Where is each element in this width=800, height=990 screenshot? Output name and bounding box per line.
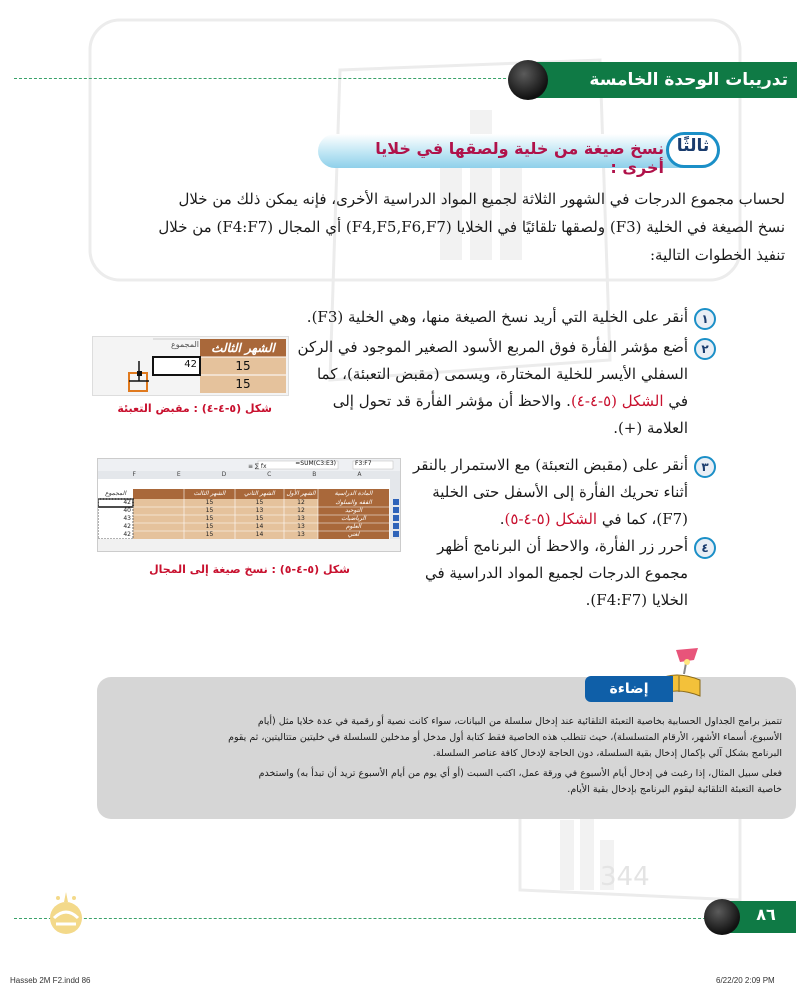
fig1-cell-2: 15 <box>235 377 251 391</box>
note-tab: إضاءة <box>585 676 673 702</box>
step-3-end: . <box>499 510 505 528</box>
subject-3: الرياضيات <box>341 515 366 522</box>
m1-4: 13 <box>297 523 305 530</box>
step-1-text: أنقر على الخلية التي أريد نسخ الصيغة منها، وهي الخلية (F3). <box>306 308 688 326</box>
note-line-5: خاصية التعبئة التلقائية ليقوم البرنامج بإدخال بقية الأيام. <box>567 784 782 795</box>
m3-1: 15 <box>205 499 214 506</box>
figure-fill-handle <box>92 336 289 396</box>
sum-5: 42 <box>123 531 131 538</box>
svg-text:344: 344 <box>600 862 650 892</box>
sum-2: 40 <box>123 507 131 514</box>
fig2-body <box>98 499 389 539</box>
header-knob-icon <box>508 60 548 100</box>
fig2-caption: شكل (٥-٤-٥) : نسخ صيغة إلى المجال <box>149 563 350 576</box>
step-3-line-3 <box>410 510 688 528</box>
step-4-number: ٤ <box>694 537 716 559</box>
svg-text:≡ ∑ fx: ≡ ∑ fx <box>248 463 267 470</box>
hdr-sum: المجموع <box>105 490 126 497</box>
figure-ref-5: الشكل (٥-٤-٥) <box>504 510 598 528</box>
step-4-line-1: أحرر زر الفأرة، والاحظ أن البرنامج أظهر <box>437 537 688 555</box>
subject-1: الفقه والسلوك <box>335 499 372 506</box>
subject-2: التوحيد <box>344 507 363 514</box>
subject-4: العلوم <box>345 523 362 530</box>
m3-5: 15 <box>205 531 214 538</box>
page-title: تدريبات الوحدة الخامسة <box>589 70 788 90</box>
m3-4: 15 <box>205 523 214 530</box>
subject-5: لغتي <box>347 531 360 538</box>
slug-date: 6/22/20 2:09 PM <box>716 976 775 985</box>
fig2-formula: =SUM(C3:E3) <box>295 460 336 467</box>
intro-line-1: لحساب مجموع الدرجات في الشهور الثلاثة لجميع المواد الدراسية الأخرى، فإنه يمكن ذلك من خلال <box>178 190 785 208</box>
col-a: A <box>357 471 362 478</box>
col-b: B <box>312 471 317 478</box>
note-line-2: الأسبوع، أسماء الأشهر، الأرقام المتسلسلة)، حيث تتطلب هذه الخاصية فقط كتابة أول مدخل أو مدخلين للسلسلة في خليتين متتاليتين، ثم يقوم <box>228 732 782 743</box>
section-number: ثالثًا <box>676 136 710 156</box>
m1-5: 13 <box>297 531 305 538</box>
header-divider <box>14 78 526 79</box>
fig2-header-row <box>98 489 389 499</box>
step-3-line-2: أثناء تحريك الفأرة إلى الأسفل حتى الخلية <box>432 483 688 501</box>
figure-copy-formula <box>97 458 401 552</box>
m2-4: 14 <box>255 523 264 530</box>
step-4-line-3: الخلايا (F4:F7). <box>585 591 688 609</box>
fig1-label: المجموع <box>171 340 199 349</box>
footer-divider <box>14 918 726 919</box>
section-title: نسخ صيغة من خلية ولصقها في خلايا أخرى : <box>375 139 664 177</box>
col-e: E <box>176 471 181 478</box>
hdr-month2: الشهر الثاني <box>244 490 275 497</box>
note-line-3: البرنامج بشكل آلي بإكمال إدخال بقية السلسلة، دون الحاجة لإدخال كافة عناصر السلسلة. <box>432 748 782 759</box>
step-2-line-2: السفلي الأيسر للخلية المختارة، ويسمى (مقبض التعبئة)، كما <box>316 365 688 383</box>
col-c: C <box>267 471 272 478</box>
step-2-number: ٢ <box>694 338 716 360</box>
step-3-line-1: أنقر على (مقبض التعبئة) مع الاستمرار بالنقر <box>413 456 688 474</box>
sum-4: 42 <box>123 523 131 530</box>
m1-2: 12 <box>297 507 305 514</box>
figure-ref-4: الشكل (٥-٤-٤) <box>570 392 664 410</box>
step-2-line-1: أضع مؤشر الفأرة فوق المربع الأسود الصغير الموجود في الركن <box>297 338 688 356</box>
step-1-number: ١ <box>694 308 716 330</box>
col-f: F <box>132 471 136 478</box>
hdr-month3: الشهر الثالث <box>193 490 226 497</box>
col-d: D <box>221 471 227 478</box>
footer-knob-icon <box>704 899 740 935</box>
slug-file: Hasseb 2M F2.indd 86 <box>10 976 91 985</box>
fig1-cell-1: 15 <box>235 359 251 373</box>
step-2-line-3-rest: . والاحظ أن مؤشر الفأرة قد تحول إلى <box>332 392 571 410</box>
sum-1: 42 <box>123 499 131 506</box>
m2-5: 14 <box>255 531 264 538</box>
page-number: ٨٦ <box>756 905 776 924</box>
sum-3: 43 <box>123 515 131 522</box>
step-2-in: في <box>668 392 688 410</box>
note-line-1: تتميز برامج الجداول الحسابية بخاصية التعبئة التلقائية عند إدخال سلسلة من البيانات، سواء كانت نصية أو رقمية في عدة خلايا مثل (أيام <box>257 716 782 727</box>
m2-1: 15 <box>255 499 264 506</box>
fig1-header: الشهر الثالث <box>211 341 275 355</box>
step-2-line-3 <box>300 392 688 410</box>
step-3-number: ٣ <box>694 456 716 478</box>
step-4-line-2: مجموع الدرجات لجميع المواد الدراسية في <box>424 564 688 582</box>
m2-3: 15 <box>255 515 264 522</box>
note-line-4: فعلى سبيل المثال، إذا رغبت في إدخال أيام الأسبوع في ورقة عمل، اكتب السبت (أو أي يوم من أيام الأسبوع تريد أن تبدأ به) واستخدم <box>258 768 782 779</box>
m3-2: 15 <box>205 507 214 514</box>
m3-3: 15 <box>205 515 214 522</box>
m1-3: 13 <box>297 515 305 522</box>
fig2-namebox: F3:F7 <box>355 460 372 467</box>
hdr-month1: الشهر الأول <box>286 490 316 497</box>
m2-2: 13 <box>255 507 264 514</box>
fig1-value: 42 <box>184 359 197 370</box>
step-2-line-4: العلامة (+). <box>613 419 688 437</box>
step-3-cell: (F7)، كما في <box>601 510 688 528</box>
hdr-subject: المادة الدراسية <box>334 490 373 497</box>
fig1-caption: شكل (٥-٤-٤) : مقبض التعبئة <box>117 402 272 415</box>
intro-line-3: تنفيذ الخطوات التالية: <box>649 246 785 264</box>
ministry-logo-icon <box>44 888 88 938</box>
intro-line-2: نسخ الصيغة في الخلية (F3) ولصقها تلقائيًا في الخلايا (F4,F5,F6,F7) أي المجال (F4:F7) من خلال <box>158 218 785 236</box>
m1-1: 12 <box>297 499 305 506</box>
